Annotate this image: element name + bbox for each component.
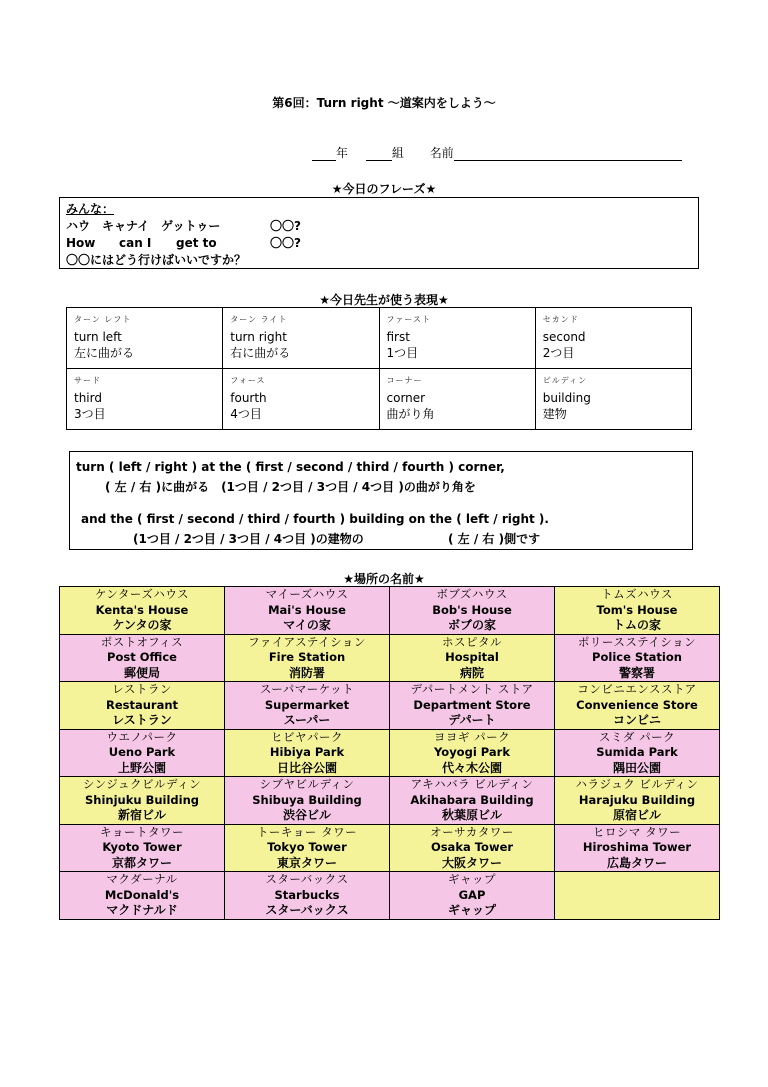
place-ja: コンビニ <box>612 713 661 727</box>
place-ja: 大阪タワー <box>441 855 502 870</box>
vocab-cell: コーナー corner 曲がり角 <box>379 369 535 430</box>
place-en: Department Store <box>413 697 531 712</box>
year-label: 年 <box>336 146 349 160</box>
place-kana: レストラン <box>112 682 172 696</box>
place-en: Harajuku Building <box>578 792 696 807</box>
place-kana: アキハバラ ビルディン <box>410 777 534 791</box>
place-kana: ケンターズハウス <box>94 587 190 601</box>
place-ja: 広島タワー <box>606 855 667 870</box>
place-en: Supermarket <box>264 697 350 712</box>
place-en: Yoyogi Park <box>434 745 510 759</box>
places-row <box>60 729 720 777</box>
place-en: Osaka Tower <box>430 840 514 854</box>
place-ja: ボブの家 <box>447 618 496 632</box>
place-cell <box>555 634 720 682</box>
expr-line3: and the ( first / second / third / fourth ) building on the ( left / right ). <box>81 512 549 526</box>
phrase-line1: みんな： <box>66 202 115 216</box>
name-row <box>312 144 682 161</box>
name-label: 名前 <box>429 146 454 160</box>
place-cell <box>60 824 225 872</box>
place-ja: 東京タワー <box>276 855 337 870</box>
place-en: Akihabara Building <box>410 792 534 807</box>
place-cell <box>390 587 555 635</box>
place-cell <box>555 872 720 920</box>
place-en: Fire Station <box>268 650 346 664</box>
place-kana: オーサカタワー <box>430 824 514 839</box>
expr-line2: ( 左 / 右 )に曲がる (1つ目 / 2つ目 / 3つ目 / 4つ目 )の曲がり角を <box>105 480 476 494</box>
place-cell <box>555 777 720 825</box>
place-ja: 警察署 <box>618 665 655 680</box>
place-en: Convenience Store <box>576 697 698 712</box>
place-en: Starbucks <box>274 887 340 902</box>
place-ja: トムの家 <box>612 618 661 632</box>
vocab-cell: フォース fourth 4つ目 <box>223 369 379 430</box>
places-row <box>60 872 720 920</box>
vocab-cell: ファースト first 1つ目 <box>379 308 535 369</box>
place-ja: マクドナルド <box>106 903 178 917</box>
phrase-line3d: 〇〇? <box>270 236 301 250</box>
phrase-line4: 〇〇にはどう行けばいいですか？ <box>66 253 247 267</box>
place-cell <box>390 872 555 920</box>
phrase-line3a: How <box>66 236 96 250</box>
place-cell <box>60 872 225 920</box>
place-ja: 隅田公園 <box>612 760 661 775</box>
place-kana: トムズハウス <box>601 587 673 601</box>
place-cell <box>390 634 555 682</box>
place-cell <box>225 729 390 777</box>
place-cell <box>390 729 555 777</box>
place-kana: デパートメント ストア <box>410 682 534 696</box>
place-ja: 新宿ビル <box>117 808 166 822</box>
year-blank[interactable] <box>312 148 336 161</box>
vocab-cell: ターン ライト turn right 右に曲がる <box>223 308 379 369</box>
place-kana: ファイアステイション <box>248 634 366 649</box>
place-en: Hiroshima Tower <box>582 840 692 854</box>
place-ja: 上野公園 <box>117 760 166 775</box>
place-cell <box>60 682 225 730</box>
place-cell <box>390 682 555 730</box>
phrase-box <box>59 197 699 269</box>
place-ja: 原宿ビル <box>612 808 661 822</box>
place-en: Shibuya Building <box>252 792 362 807</box>
place-ja: デパート <box>448 713 496 727</box>
place-kana: トーキョー タワー <box>256 824 358 839</box>
place-cell <box>225 587 390 635</box>
place-kana: ヨヨギ パーク <box>433 729 511 744</box>
place-kana: スーパマーケット <box>259 682 355 696</box>
place-en: GAP <box>458 887 486 902</box>
place-kana: マクダーナル <box>106 872 178 886</box>
place-ja: 代々木公園 <box>441 760 502 775</box>
place-ja: 消防署 <box>288 665 325 680</box>
place-ja: 渋谷ビル <box>282 808 331 822</box>
place-ja: 京都タワー <box>111 855 172 870</box>
class-blank[interactable] <box>366 148 392 161</box>
place-kana: ポストオフィス <box>100 634 184 649</box>
place-kana: シンジュクビルディン <box>82 777 202 791</box>
place-ja: 日比谷公園 <box>276 760 337 775</box>
place-ja: 秋葉原ビル <box>441 808 502 822</box>
vocab-cell: ビルディン building 建物 <box>535 369 691 430</box>
place-kana: マイーズハウス <box>265 587 349 601</box>
place-cell <box>555 587 720 635</box>
place-ja: ギャップ <box>447 903 496 917</box>
place-en: Hibiya Park <box>269 745 345 759</box>
place-kana: コンビニエンスストア <box>577 682 697 696</box>
place-kana: キョートタワー <box>100 824 184 839</box>
place-cell <box>225 872 390 920</box>
place-en: Post Office <box>107 650 177 664</box>
place-kana: ウエノパーク <box>106 729 178 744</box>
place-kana: ハラジュク ビルディン <box>575 777 699 791</box>
place-en: Bob's House <box>432 602 512 617</box>
places-row <box>60 634 720 682</box>
place-kana: スターバックス <box>265 872 349 886</box>
place-kana: スミダ パーク <box>598 729 676 744</box>
places-heading: ★場所の名前★ <box>343 572 425 586</box>
expr-line4a: (1つ目 / 2つ目 / 3つ目 / 4つ目 )の建物の <box>133 532 364 546</box>
place-en: Ueno Park <box>108 745 176 759</box>
vocab-table <box>66 307 692 430</box>
place-cell <box>390 777 555 825</box>
expr-line1: turn ( left / right ) at the ( first / second / third / fourth ) corner, <box>76 460 505 474</box>
place-kana: ホスピタル <box>442 634 502 649</box>
place-cell <box>225 777 390 825</box>
place-cell <box>225 634 390 682</box>
place-ja: 郵便局 <box>123 665 160 680</box>
phrase-heading: ★今日のフレーズ★ <box>331 182 437 196</box>
place-ja: マイの家 <box>283 618 331 632</box>
places-row <box>60 777 720 825</box>
vocab-cell: サード third 3つ目 <box>67 369 223 430</box>
place-ja: スーパー <box>283 713 331 727</box>
place-cell <box>60 777 225 825</box>
name-blank[interactable] <box>454 148 682 161</box>
place-ja: レストラン <box>112 713 172 727</box>
place-en: Kyoto Tower <box>102 840 182 854</box>
place-ja: 病院 <box>459 665 484 680</box>
vocab-heading: ★今日先生が使う表現★ <box>319 293 449 307</box>
phrase-line3c: get to <box>176 236 217 250</box>
place-en: Kenta's House <box>95 602 189 617</box>
phrase-line2a: ハウ キャナイ ゲットゥー <box>66 219 221 233</box>
places-row <box>60 682 720 730</box>
place-en: Tokyo Tower <box>267 840 347 854</box>
phrase-line3b: can I <box>119 236 152 250</box>
expr-line4b: ( 左 / 右 )側です <box>448 532 541 546</box>
place-en: Tom's House <box>596 602 678 617</box>
vocab-cell: セカンド second 2つ目 <box>535 308 691 369</box>
class-label: 組 <box>391 146 404 160</box>
place-cell <box>555 824 720 872</box>
place-en: Shinjuku Building <box>85 792 199 807</box>
place-kana: シブヤビルディン <box>259 777 355 791</box>
place-cell <box>225 824 390 872</box>
place-cell <box>60 729 225 777</box>
place-ja: スターバックス <box>265 903 349 917</box>
place-en: Police Station <box>592 650 682 664</box>
place-kana: ポリースステイション <box>577 634 697 649</box>
place-cell <box>225 682 390 730</box>
place-en: Mai's House <box>268 602 346 617</box>
page-title: 第6回：Turn right 〜道案内をしよう〜 <box>272 96 496 110</box>
places-table <box>59 586 720 920</box>
place-kana: ギャップ <box>448 872 496 886</box>
expressions-box <box>69 451 693 550</box>
place-cell <box>60 587 225 635</box>
place-cell <box>555 682 720 730</box>
place-kana: ヒロシマ タワー <box>592 824 682 839</box>
places-row <box>60 824 720 872</box>
place-cell <box>60 634 225 682</box>
place-en: Hospital <box>445 650 499 664</box>
place-kana: ヒビヤパーク <box>271 729 343 744</box>
place-en: Restaurant <box>105 697 179 712</box>
place-en: Sumida Park <box>596 745 678 759</box>
place-cell <box>555 729 720 777</box>
place-kana: ボブズハウス <box>436 587 508 601</box>
vocab-cell: ターン レフト turn left 左に曲がる <box>67 308 223 369</box>
places-row <box>60 587 720 635</box>
place-ja: ケンタの家 <box>112 618 172 632</box>
place-cell <box>390 824 555 872</box>
place-en: McDonald's <box>104 887 180 902</box>
phrase-line2b: 〇〇? <box>270 219 301 233</box>
